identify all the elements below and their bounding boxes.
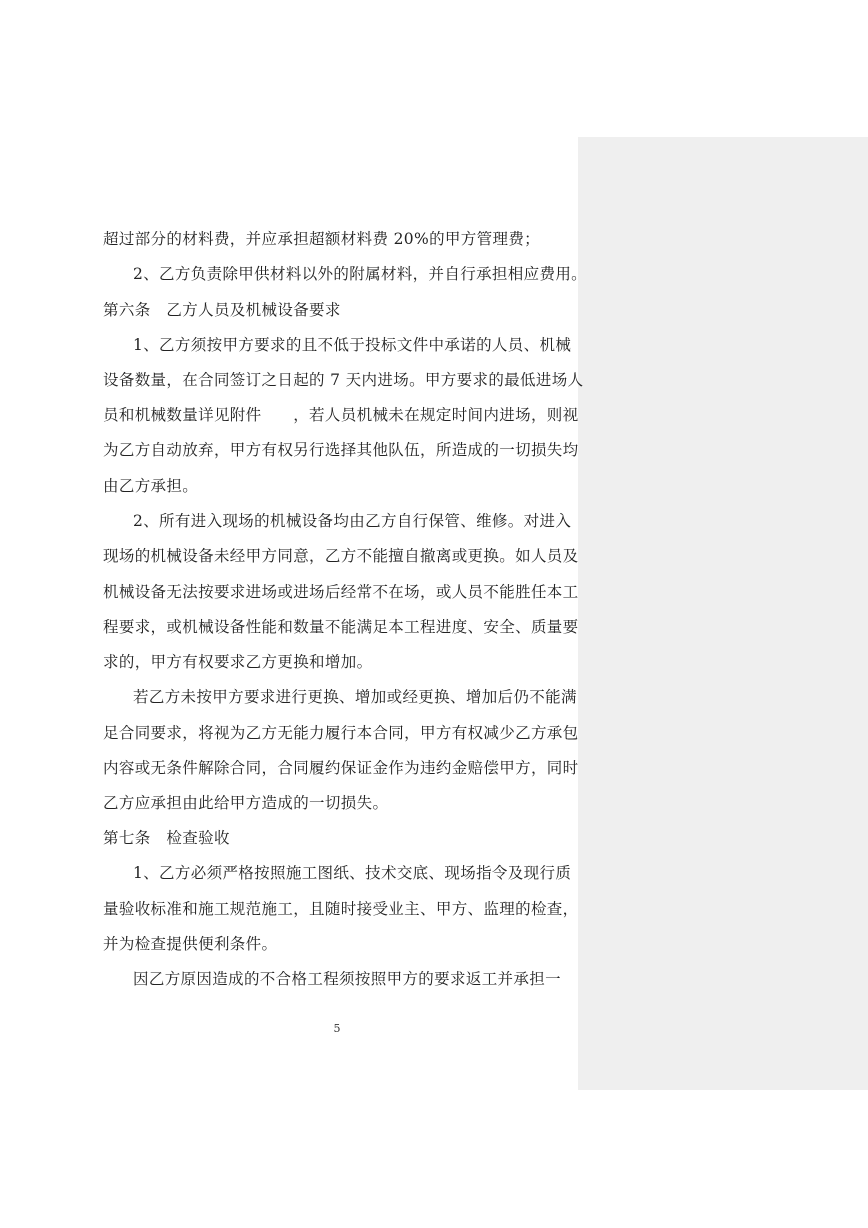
text-line: 2、所有进入现场的机械设备均由乙方自行保管、维修。对进入 (133, 512, 572, 530)
text-line: 1、乙方须按甲方要求的且不低于投标文件中承诺的人员、机械 (133, 336, 572, 354)
text-line: 因乙方原因造成的不合格工程须按照甲方的要求返工并承担一 (133, 970, 561, 988)
text-line: 内容或无条件解除合同，合同履约保证金作为违约金赔偿甲方，同时 (103, 759, 579, 777)
text-line: 足合同要求，将视为乙方无能力履行本合同，甲方有权减少乙方承包 (103, 724, 579, 742)
text-line: 设备数量，在合同签订之日起的 7 天内进场。甲方要求的最低进场人 (103, 371, 584, 389)
text-line: 求的，甲方有权要求乙方更换和增加。 (103, 653, 373, 671)
article-heading: 第六条 乙方人员及机械设备要求 (103, 301, 341, 319)
text-line: 由乙方承担。 (103, 477, 199, 495)
text-line: 程要求，或机械设备性能和数量不能满足本工程进度、安全、质量要 (103, 618, 579, 636)
text-line: 机械设备无法按要求进场或进场后经常不在场，或人员不能胜任本工 (103, 583, 579, 601)
article-heading: 第七条 检查验收 (103, 829, 230, 847)
text-line: 量验收标准和施工规范施工，且随时接受业主、甲方、监理的检查， (103, 900, 579, 918)
text-line: 乙方应承担由此给甲方造成的一切损失。 (103, 794, 389, 812)
text-line: 1、乙方必须严格按照施工图纸、技术交底、现场指令及现行质 (133, 864, 572, 882)
page-number: 5 (333, 1022, 341, 1035)
text-line: 若乙方未按甲方要求进行更换、增加或经更换、增加后仍不能满 (133, 688, 577, 706)
text-line: 员和机械数量详见附件 ，若人员机械未在规定时间内进场，则视 (103, 406, 579, 424)
text-line: 超过部分的材料费，并应承担超额材料费 20%的甲方管理费； (103, 230, 541, 248)
text-line: 为乙方自动放弃，甲方有权另行选择其他队伍，所造成的一切损失均 (103, 441, 579, 459)
comment-pane (578, 137, 868, 1090)
text-line: 并为检查提供便利条件。 (103, 935, 278, 953)
text-line: 2、乙方负责除甲供材料以外的附属材料，并自行承担相应费用。 (133, 265, 588, 283)
text-line: 现场的机械设备未经甲方同意，乙方不能擅自撤离或更换。如人员及 (103, 547, 579, 565)
